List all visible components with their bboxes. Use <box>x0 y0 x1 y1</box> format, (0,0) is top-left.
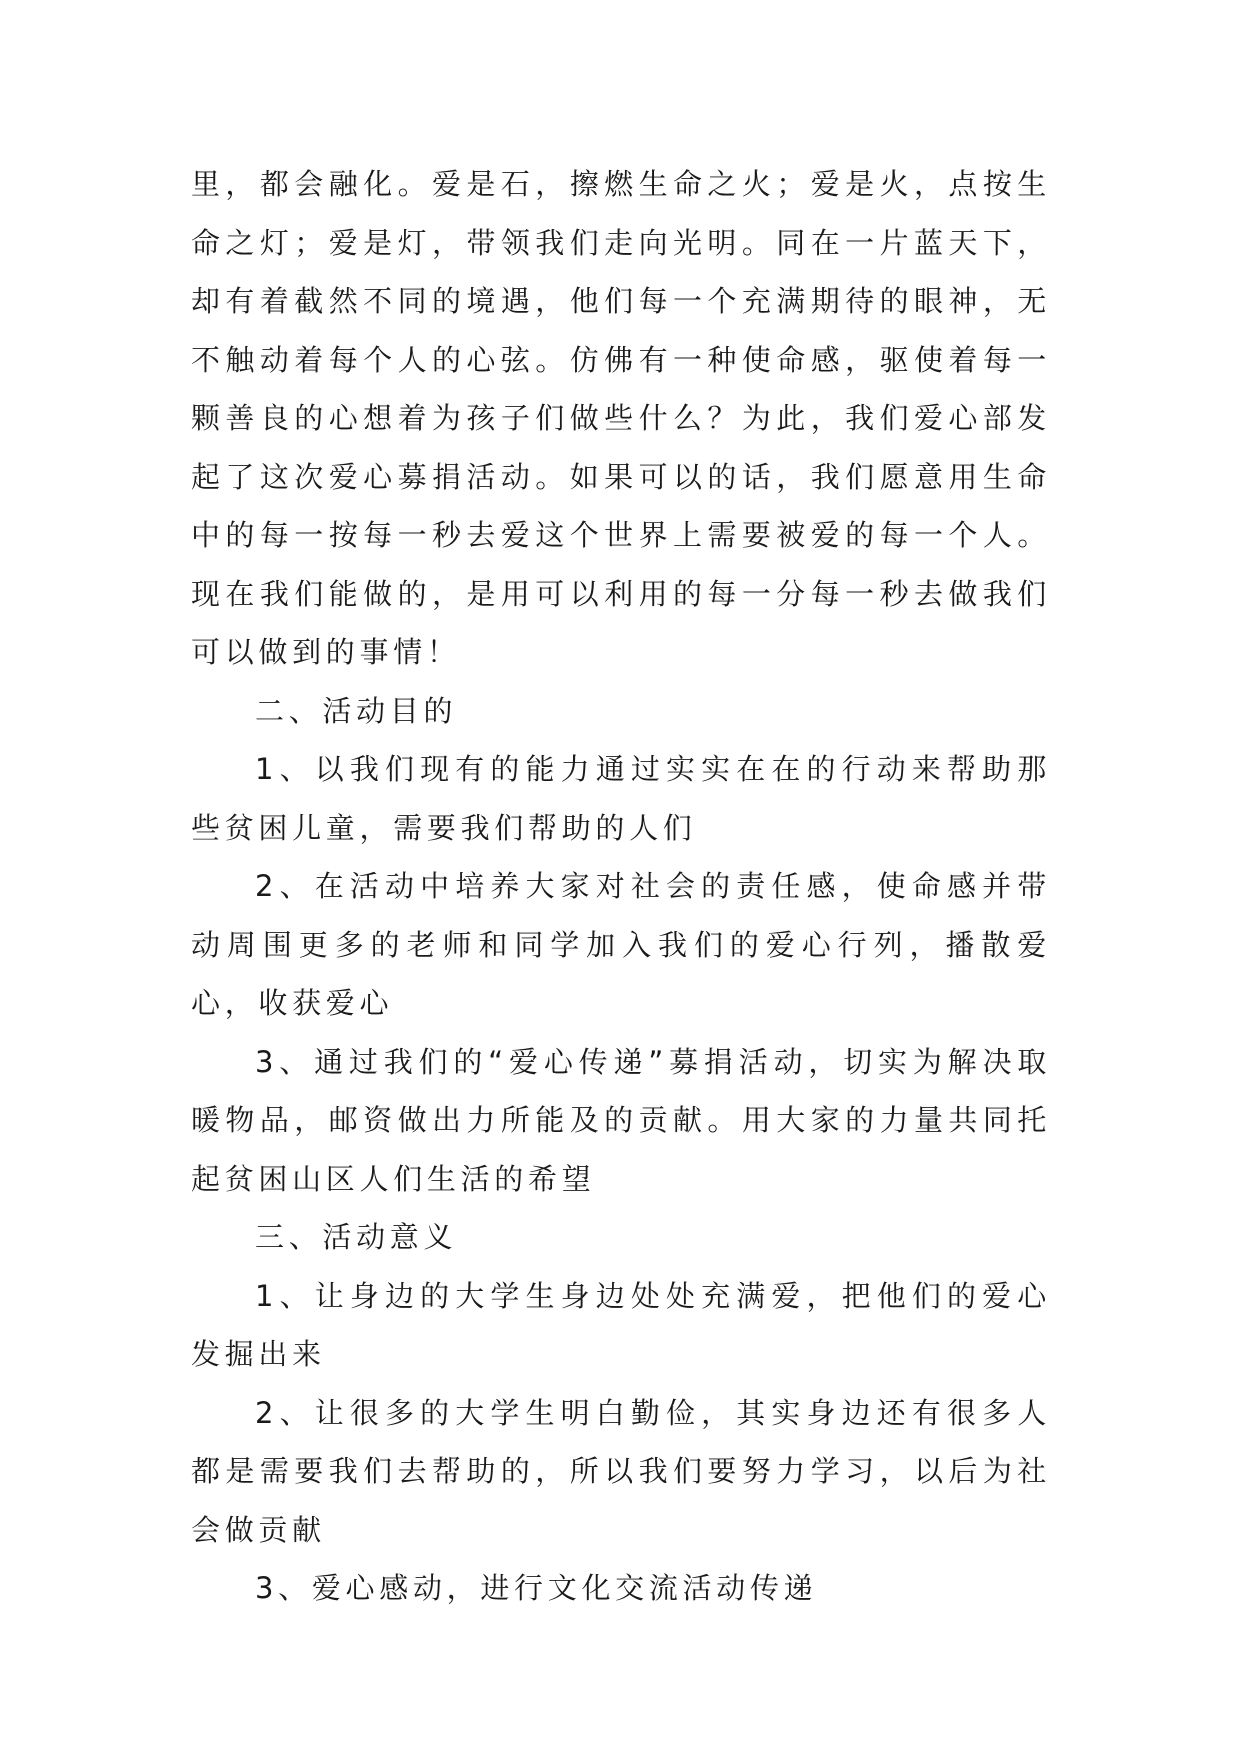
meaning-item-2: 2、让很多的大学生明白勤俭，其实身边还有很多人都是需要我们去帮助的，所以我们要努力学习，以后为社会做贡献 <box>191 1395 1051 1547</box>
document-body <box>191 155 1051 1618</box>
goal-item-1: 1、以我们现有的能力通过实实在在的行动来帮助那些贫困儿童，需要我们帮助的人们 <box>191 752 1051 845</box>
goal-item-3: 3、通过我们的“爱心传递”募捐活动，切实为解决取暖物品，邮资做出力所能及的贡献。用大家的力量共同托起贫困山区人们生活的希望 <box>191 1044 1051 1196</box>
section-heading-meaning: 三、活动意义 <box>255 1220 458 1254</box>
meaning-item-3: 3、爱心感动，进行文化交流活动传递 <box>255 1571 818 1605</box>
section-heading-goals: 二、活动目的 <box>255 693 458 728</box>
meaning-item-1: 1、让身边的大学生身边处处充满爱，把他们的爱心发掘出来 <box>191 1278 1051 1371</box>
intro-paragraph: 里，都会融化。爱是石，擦燃生命之火；爱是火，点按生命之灯；爱是灯，带领我们走向光明。同在一片蓝天下，却有着截然不同的境遇，他们每一个充满期待的眼神，无不触动着每个人的心弦。仿佛有一种使命感，驱使着每一颗善良的心想着为孩子们做些什么？为此，我们爱心部发起了这次爱心募捐活动。如果可以的话，我们愿意用生命中的每一按每一秒去爱这个世界上需要被爱的每一个人。现在我们能做的，是用可以利用的每一分每一秒去做我们可以做到的事情！ <box>191 167 1051 669</box>
goal-item-2: 2、在活动中培养大家对社会的责任感，使命感并带动周围更多的老师和同学加入我们的爱心行列，播散爱心，收获爱心 <box>191 869 1051 1020</box>
